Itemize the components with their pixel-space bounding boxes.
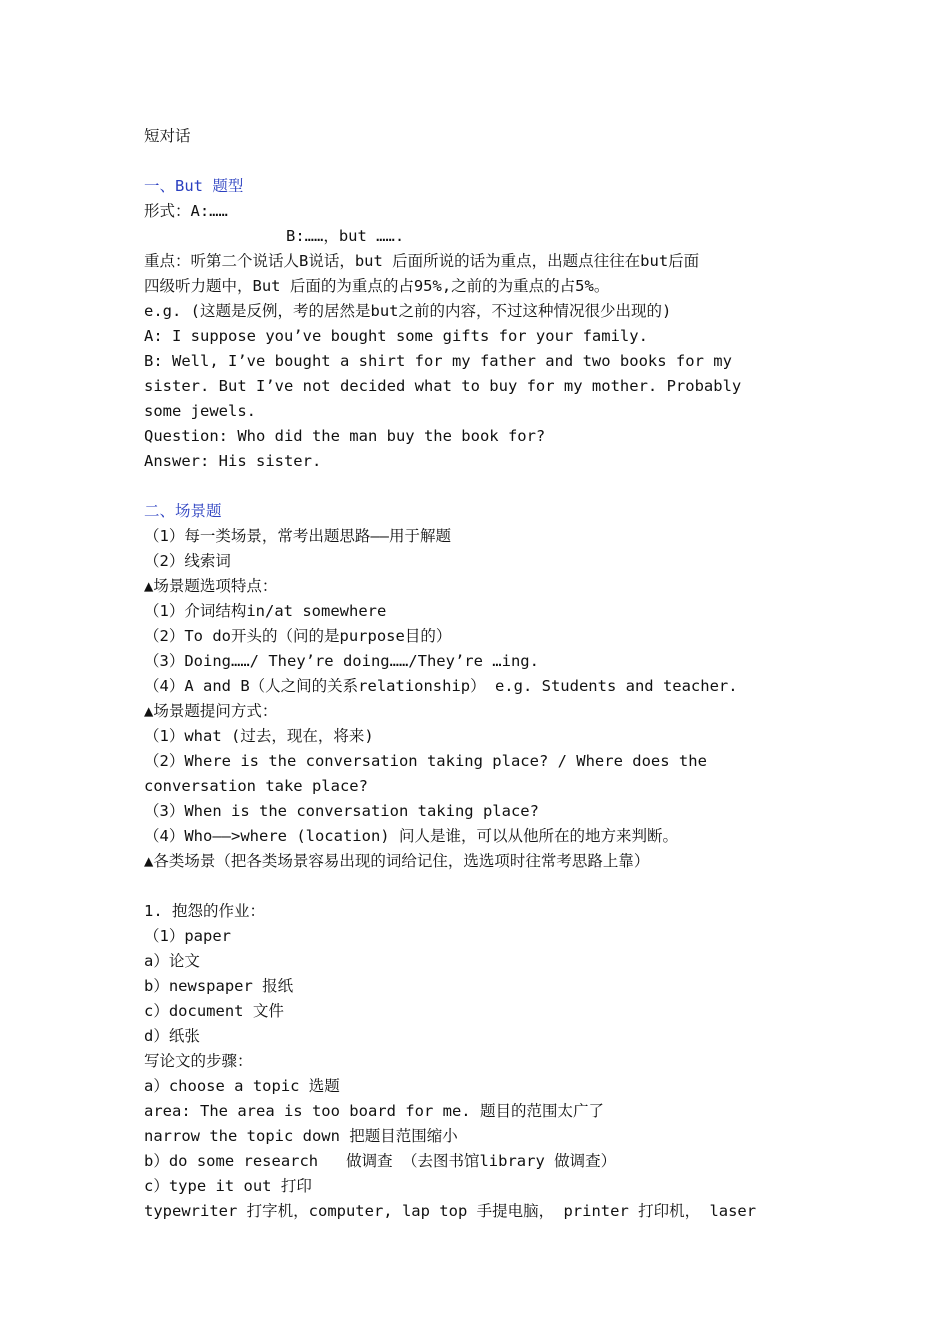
text-line: narrow the topic down 把题目范围缩小 <box>144 1127 458 1145</box>
text-line: （4）Who——>where (location) 问人是谁，可以从他所在的地方来判断。 <box>144 827 678 845</box>
text-line: ▲场景题提问方式： <box>144 702 278 720</box>
blank-line <box>144 474 824 499</box>
text-line: B: Well, I’ve bought a shirt for my father and two books for my <box>144 352 732 370</box>
text-line: （2）To do开头的（问的是purpose目的） <box>144 627 452 645</box>
text-line: typewriter 打字机，computer, lap top 手提电脑， printer 打印机， laser <box>144 1202 757 1220</box>
text-line: c）type it out 打印 <box>144 1177 312 1195</box>
text-line: A: I suppose you’ve bought some gifts for your family. <box>144 327 648 345</box>
text-line: 重点：听第二个说话人B说话，but 后面所说的话为重点，出题点往往在but后面 <box>144 252 700 270</box>
blank-line <box>144 874 824 899</box>
text-line: conversation take place? <box>144 777 368 795</box>
text-line: d）纸张 <box>144 1027 200 1045</box>
text-line: （1）paper <box>144 927 231 945</box>
text-line: 四级听力题中，But 后面的为重点的占95%,之前的为重点的占5%。 <box>144 277 610 295</box>
text-line: 1. 抱怨的作业： <box>144 902 265 920</box>
text-line: （4）A and B（人之间的关系relationship） e.g. Students and teacher. <box>144 677 738 695</box>
text-line: b）newspaper 报纸 <box>144 977 294 995</box>
blank-line <box>144 149 824 174</box>
text-line: （2）Where is the conversation taking place? / Where does the <box>144 752 707 770</box>
text-line: b）do some research 做调查 （去图书馆library 做调查） <box>144 1152 617 1170</box>
text-line: （1）介词结构in/at somewhere <box>144 602 387 620</box>
text-line: B:……，but ……. <box>286 227 405 245</box>
text-line: ▲场景题选项特点： <box>144 577 278 595</box>
document-page <box>144 124 824 1224</box>
document-title: 短对话 <box>144 127 191 145</box>
text-line: area: The area is too board for me. 题目的范围太广了 <box>144 1102 604 1120</box>
text-line: sister. But I’ve not decided what to buy for my mother. Probably <box>144 377 742 395</box>
text-line: ▲各类场景（把各类场景容易出现的词给记住，选选项时往常考思路上靠） <box>144 852 650 870</box>
text-line: e.g. (这题是反例，考的居然是but之前的内容，不过这种情况很少出现的) <box>144 302 672 320</box>
text-line: （2）线索词 <box>144 552 231 570</box>
section-heading-but: 一、But 题型 <box>144 177 244 195</box>
text-line: some jewels. <box>144 402 256 420</box>
text-line: a）choose a topic 选题 <box>144 1077 340 1095</box>
text-line: Answer: His sister. <box>144 452 322 470</box>
text-line: a）论文 <box>144 952 200 970</box>
text-line: 写论文的步骤： <box>144 1052 253 1070</box>
text-line: （3）When is the conversation taking place? <box>144 802 539 820</box>
text-line: （1）what (过去，现在，将来) <box>144 727 374 745</box>
text-line: c）document 文件 <box>144 1002 284 1020</box>
text-line: Question: Who did the man buy the book for? <box>144 427 546 445</box>
section-heading-scene: 二、场景题 <box>144 502 222 520</box>
text-line: 形式：A:…… <box>144 202 228 220</box>
text-line: （3）Doing……/ They’re doing……/They’re …ing. <box>144 652 539 670</box>
text-line: （1）每一类场景，常考出题思路——用于解题 <box>144 527 451 545</box>
